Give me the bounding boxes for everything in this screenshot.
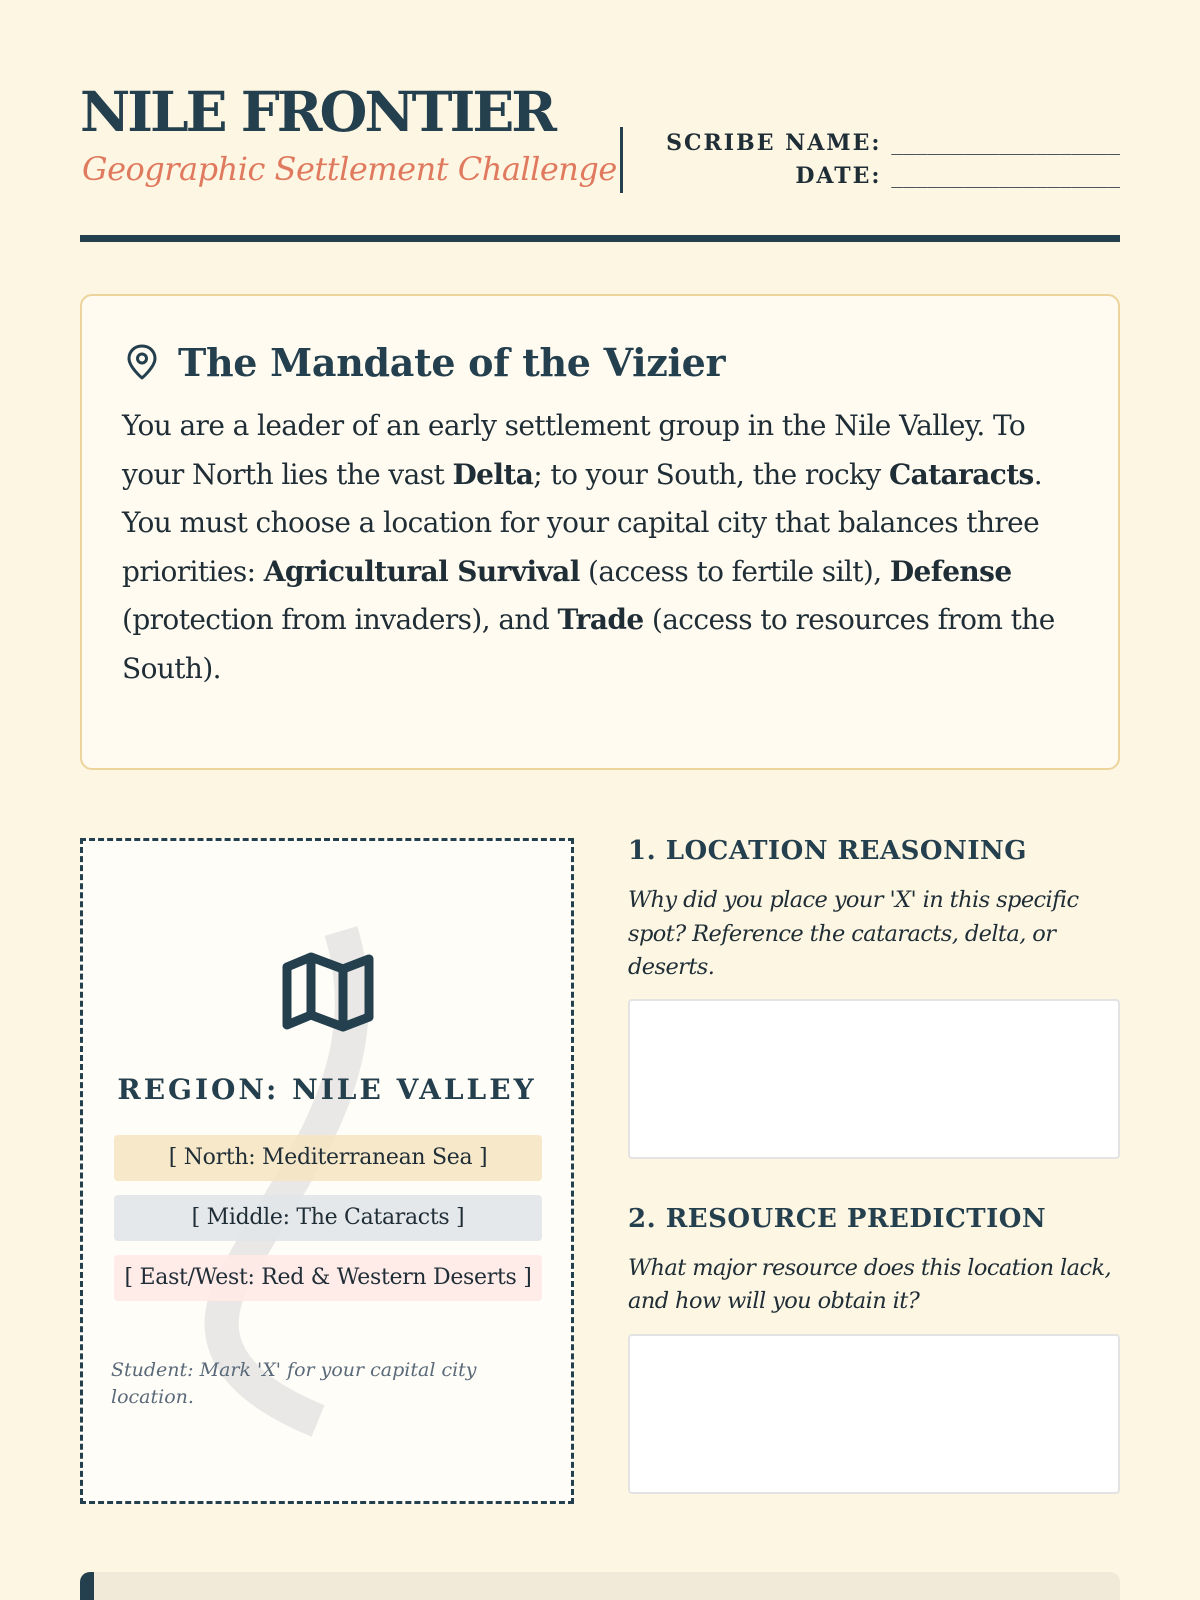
worksheet-header	[80, 80, 1120, 242]
mandate-text	[122, 402, 1078, 694]
date-label: DATE:	[795, 163, 882, 189]
meta-fields	[666, 127, 1120, 193]
date-line[interactable]: ___________________	[891, 164, 1120, 188]
mandate-text-part: You are a leader of an early settlement group in the Nile Valley. To your North lies the vast	[122, 409, 1026, 491]
scribe-name-row	[666, 127, 1120, 160]
folded-map-icon	[281, 945, 377, 1041]
location-reasoning-answer[interactable]	[628, 999, 1120, 1159]
questions-column	[628, 838, 1120, 1494]
page-title: NILE FRONTIER	[80, 79, 554, 144]
mandate-heading	[122, 332, 1078, 392]
mandate-term-defense: Defense	[889, 554, 1012, 588]
mandate-text-part: (access to resources from the South).	[122, 603, 1055, 685]
mandate-term-agricultural-survival: Agricultural Survival	[263, 554, 580, 588]
resource-prediction-answer[interactable]	[628, 1334, 1120, 1494]
region-tag-east-west: [ East/West: Red & Western Deserts ]	[114, 1255, 542, 1301]
question-location-reasoning	[628, 838, 1120, 1159]
scribe-name-line[interactable]: ___________________	[891, 131, 1120, 155]
next-section-panel	[80, 1572, 1120, 1600]
region-tag-middle: [ Middle: The Cataracts ]	[114, 1195, 542, 1241]
question-prompt: What major resource does this location lack, and how will you obtain it?	[628, 1254, 1112, 1314]
mandate-term-delta: Delta	[452, 457, 534, 491]
mandate-text-part: . You must choose a location for your capital city that balances three priorities:	[122, 457, 1043, 588]
mandate-term-cataracts: Cataracts	[888, 457, 1034, 491]
question-resource-prediction	[628, 1203, 1120, 1494]
mandate-text-part: ; to your South, the rocky	[533, 457, 889, 491]
question-title: 1. LOCATION REASONING	[628, 836, 1027, 866]
mandate-box	[80, 294, 1120, 770]
page-subtitle: Geographic Settlement Challenge	[82, 150, 617, 188]
header-divider	[620, 127, 623, 193]
region-title: REGION: NILE VALLEY	[117, 1073, 537, 1106]
question-prompt: Why did you place your 'X' in this specific spot? Reference the cataracts, delta, or deserts.	[628, 887, 1079, 980]
mandate-text-part: (protection from invaders), and	[122, 603, 558, 637]
map-instruction: Student: Mark 'X' for your capital city location.	[111, 1359, 477, 1408]
scribe-name-label: SCRIBE NAME:	[666, 130, 882, 156]
mandate-title: The Mandate of the Vizier	[178, 339, 726, 385]
mandate-term-trade: Trade	[557, 603, 644, 637]
mandate-text-part: (access to fertile silt),	[579, 554, 890, 588]
map-panel[interactable]	[80, 838, 574, 1504]
region-tag-north: [ North: Mediterranean Sea ]	[114, 1135, 542, 1181]
date-row	[666, 160, 1120, 193]
question-title: 2. RESOURCE PREDICTION	[628, 1203, 1047, 1234]
map-pin-icon	[122, 342, 162, 382]
